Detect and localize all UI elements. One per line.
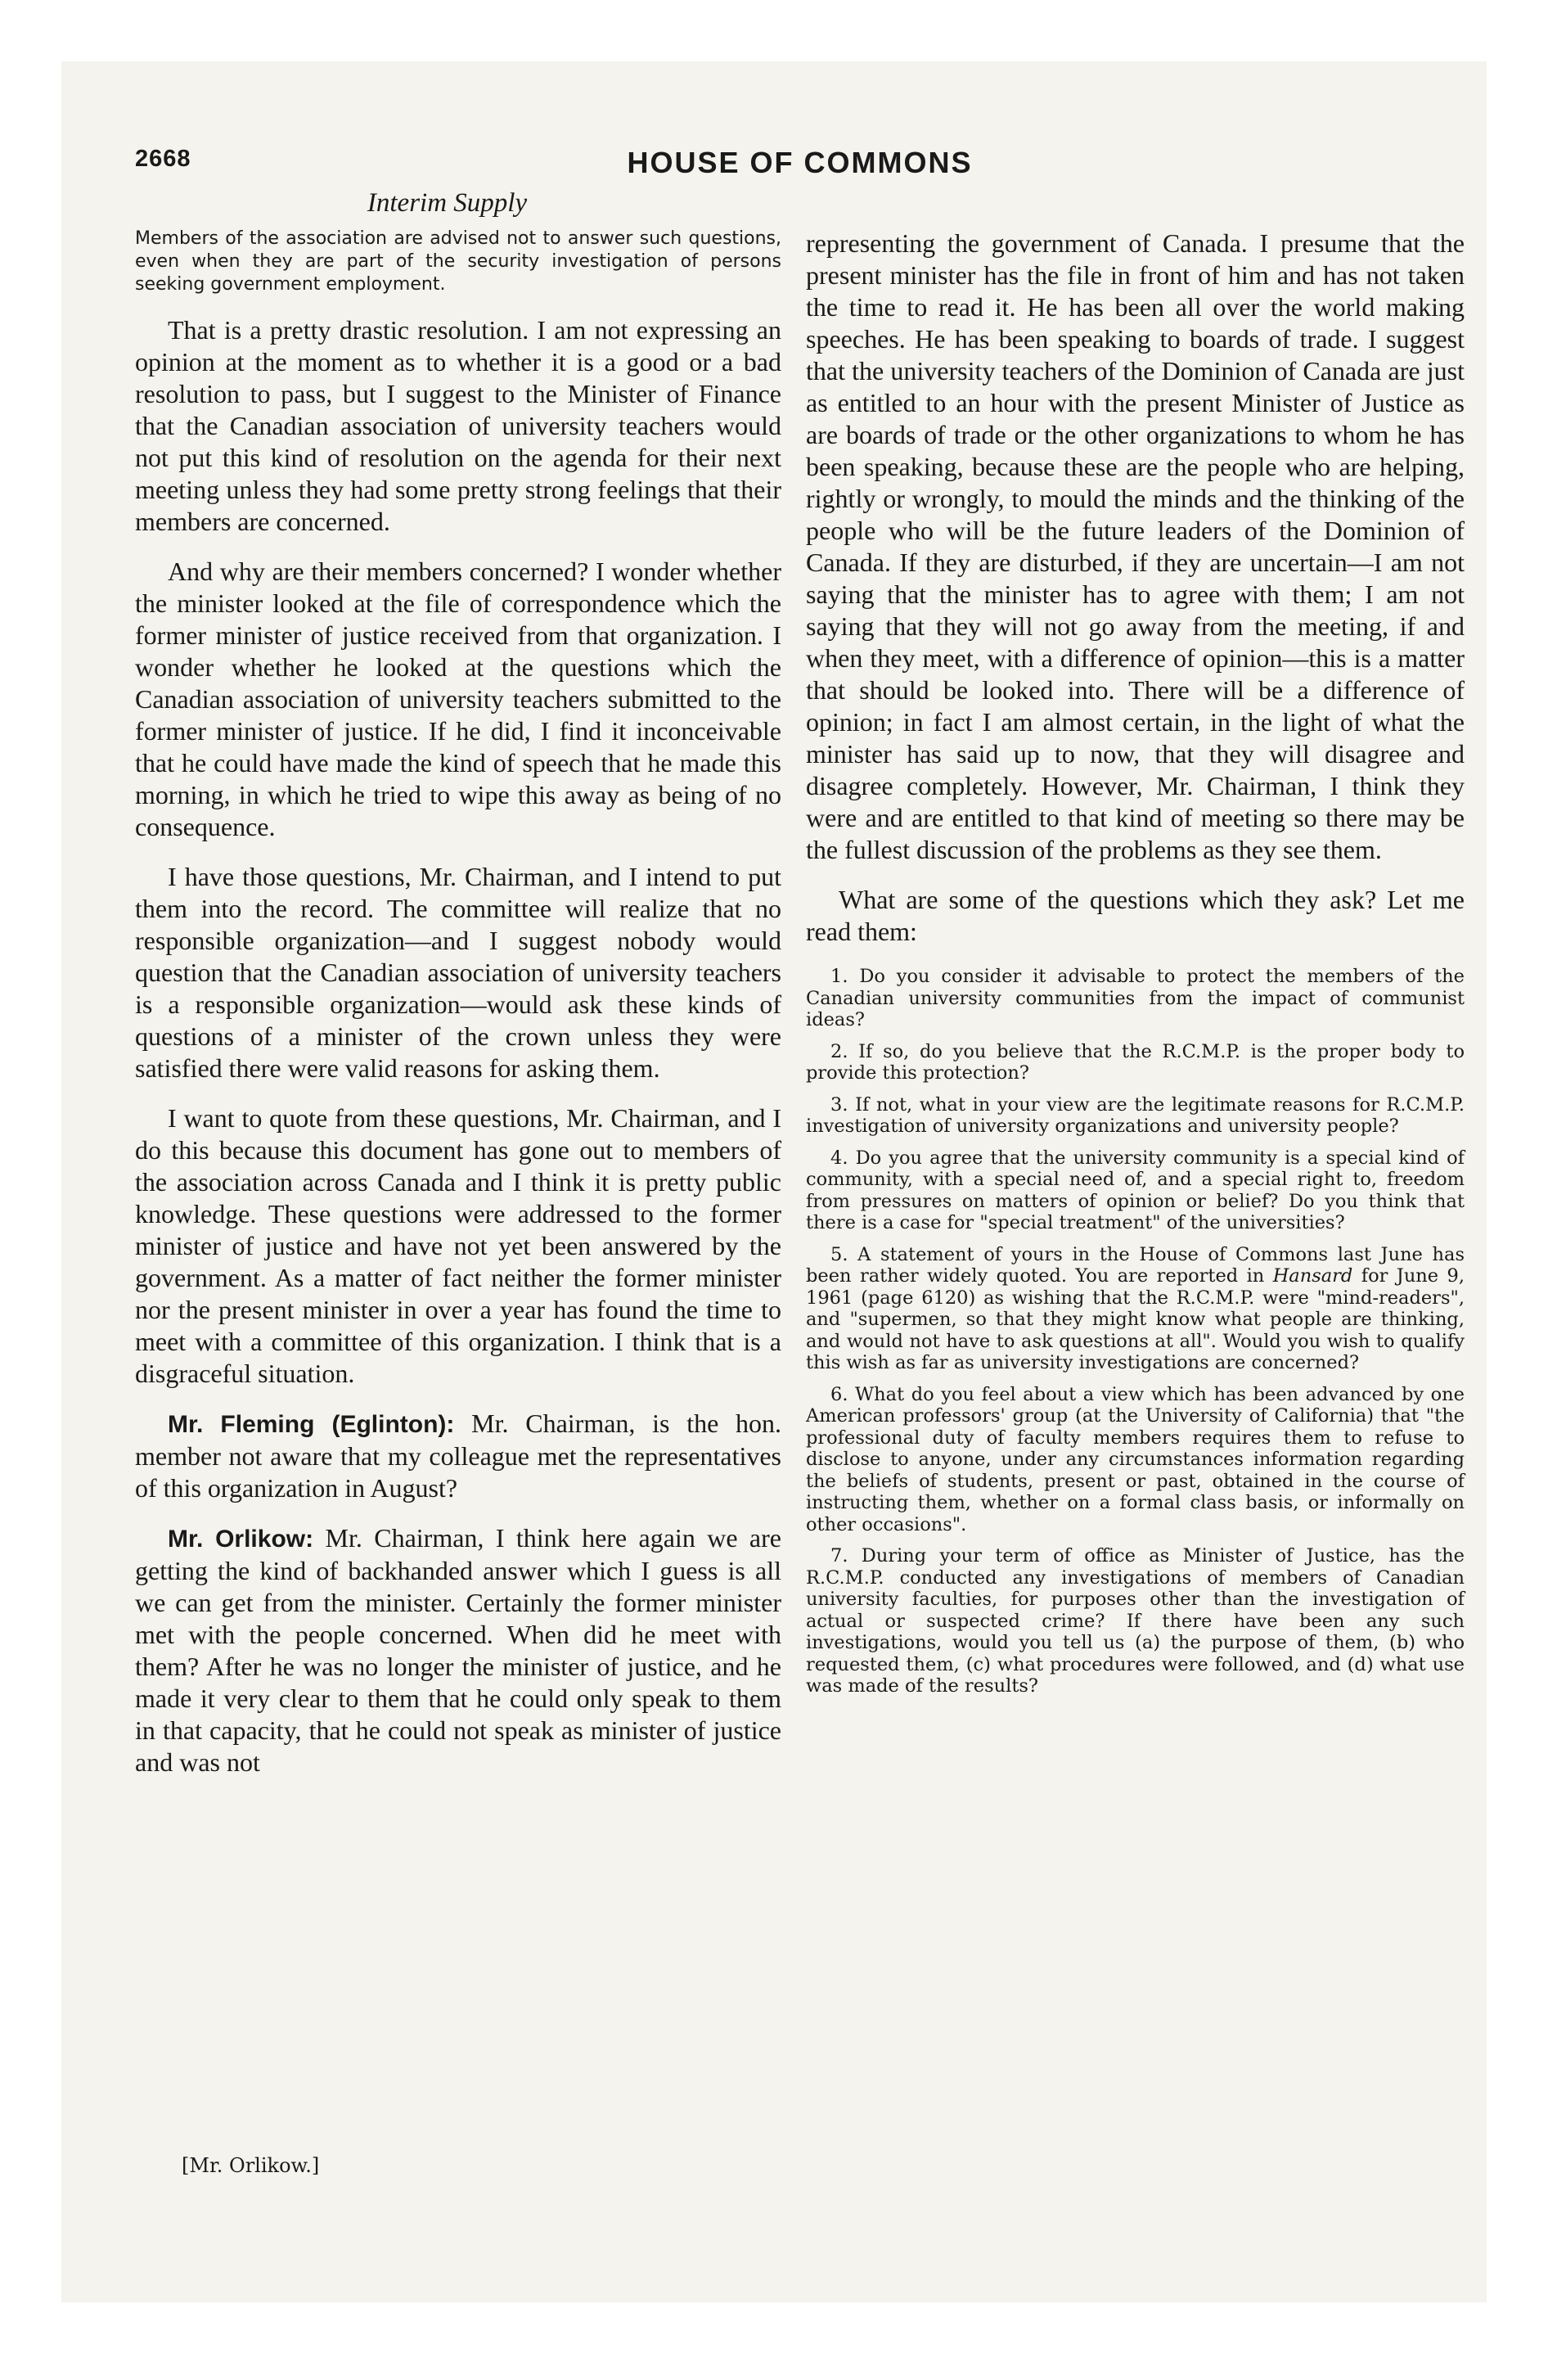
speech-text: Mr. Chairman, is the hon. member not aware that my colleague met the representatives of this organization in August? bbox=[135, 1409, 782, 1503]
paragraph: I want to quote from these questions, Mr. Chairman, and I do this because this document has gone out to members of the association across Canada and I think it is pretty public knowledge. These questions were addressed to the former minister of justice and have not yet been answered by the government. As a matter of fact neither the former minister nor the present minister in over a year has found the time to meet with a committee of this organization. I think that is a disgraceful situation. bbox=[135, 1103, 781, 1388]
speech-fleming bbox=[135, 1408, 781, 1504]
question-item: 7. During your term of office as Minister of Justice, has the R.C.M.P. conducted any investigations of members of Canadian university faculties, for purposes other than the investigation of actual or suspected crime? If there have been any such investigations, would you tell us (a) the purpose of them, (b) who requested them, (c) what procedures were followed, and (d) what use was made of the results? bbox=[806, 1545, 1465, 1697]
question-text: for June 9, 1961 (page 6120) as wishing that the R.C.M.P. were "mind-readers", and "supermen, so that they might know what people are thinking, and would not have to ask questions at all". Would you wish to qualify this wish as far as university investigations are concerned? bbox=[806, 1265, 1465, 1373]
speaker-name: Mr. Orlikow: bbox=[168, 1526, 314, 1553]
paragraph: And why are their members concerned? I wonder whether the minister looked at the file of correspondence which the former minister of justice received from that organization. I wonder whether he looked at the questions which the Canadian association of university teachers submitted to the former minister of justice. If he did, I find it inconceivable that he could have made the kind of speech that he made this morning, in which he tried to wipe this away as being of no consequence. bbox=[135, 557, 781, 841]
speaker-footer: [Mr. Orlikow.] bbox=[182, 2154, 320, 2177]
question-item: 2. If so, do you believe that the R.C.M.P. is the proper body to provide this protection? bbox=[806, 1040, 1465, 1084]
question-item: 6. What do you feel about a view which has been advanced by one American professors' group (at the University of California) that "the professional duty of faculty members requires them to refuse to disclose to anyone, under any circumstances information regarding the beliefs of students, present or past, obtained in the course of instructing them, whether on a formal class basis, or informally on other occasions". bbox=[806, 1383, 1465, 1535]
section-subhead: Interim Supply bbox=[367, 188, 528, 218]
hansard-title: Hansard bbox=[1272, 1265, 1353, 1287]
speech-orlikow bbox=[135, 1522, 781, 1778]
speaker-name: Mr. Fleming (Eglinton): bbox=[168, 1411, 455, 1438]
question-item: 1. Do you consider it advisable to protect the members of the Canadian university communities from the impact of communist ideas? bbox=[806, 966, 1465, 1030]
page-header bbox=[135, 146, 1465, 185]
left-column bbox=[135, 228, 781, 1796]
paragraph: That is a pretty drastic resolution. I am not expressing an opinion at the moment as to whether it is a good or a bad resolution to pass, but I suggest to the Minister of Finance that the Canadian association of university teachers would not put this kind of resolution on the agenda for their next meeting unless they had some pretty strong feelings that their members are concerned. bbox=[135, 315, 781, 536]
quoted-resolution: Members of the association are advised not to answer such questions, even when they are part of the security investigation of persons seeking government employment. bbox=[135, 228, 781, 295]
running-head: HOUSE OF COMMONS bbox=[627, 146, 973, 179]
page-number: 2668 bbox=[135, 146, 191, 172]
question-item: 4. Do you agree that the university community is a special kind of community, with a special need of, and a special right to, freedom from pressures on matters of opinion or belief? Do you think that there is a case for "special treatment" of the universities? bbox=[806, 1147, 1465, 1233]
question-item: 3. If not, what in your view are the legitimate reasons for R.C.M.P. investigation of university organizations and university people? bbox=[806, 1093, 1465, 1137]
paragraph: What are some of the questions which they ask? Let me read them: bbox=[806, 885, 1465, 946]
paragraph: representing the government of Canada. I presume that the present minister has the file in front of him and has not taken the time to read it. He has been all over the world making speeches. He has been speaking to boards of trade. I suggest that the university teachers of the Dominion of Canada are just as entitled to an hour with the present Minister of Justice as are boards of trade or the other organizations to whom he has been speaking, because these are the people who are helping, rightly or wrongly, to mould the minds and the thinking of the people who will be the future leaders of the Dominion of Canada. If they are disturbed, if they are uncertain—I am not saying that the minister has to agree with them; I am not saying that they will not go away from the meeting, if and when they meet, with a difference of opinion—this is a matter that should be looked into. There will be a difference of opinion; in fact I am almost certain, in the light of what the minister has said up to now, that they will disagree and disagree completely. However, Mr. Chairman, I think they were and are entitled to that kind of meeting so there may be the fullest discussion of the problems as they see them. bbox=[806, 228, 1465, 864]
question-text: 5. A statement of yours in the House of Commons last June has been rather widely quoted. You are reported in bbox=[806, 1243, 1465, 1287]
speech-text: Mr. Chairman, I think here again we are getting the kind of backhanded answer which I guess is all we can get from the minister. Certainly the former minister met with the people concerned. When did he meet with them? After he was no longer the minister of justice, and he made it very clear to them that he could only speak to them in that capacity, that he could not speak as minister of justice and was not bbox=[135, 1523, 781, 1777]
question-item bbox=[806, 1244, 1465, 1374]
paragraph: I have those questions, Mr. Chairman, and I intend to put them into the record. The committee will realize that no responsible organization—and I suggest nobody would question that the Canadian association of university teachers is a responsible organization—would ask these kinds of questions of a minister of the crown unless they were satisfied there were valid reasons for asking them. bbox=[135, 862, 781, 1083]
right-column bbox=[806, 228, 1465, 1707]
